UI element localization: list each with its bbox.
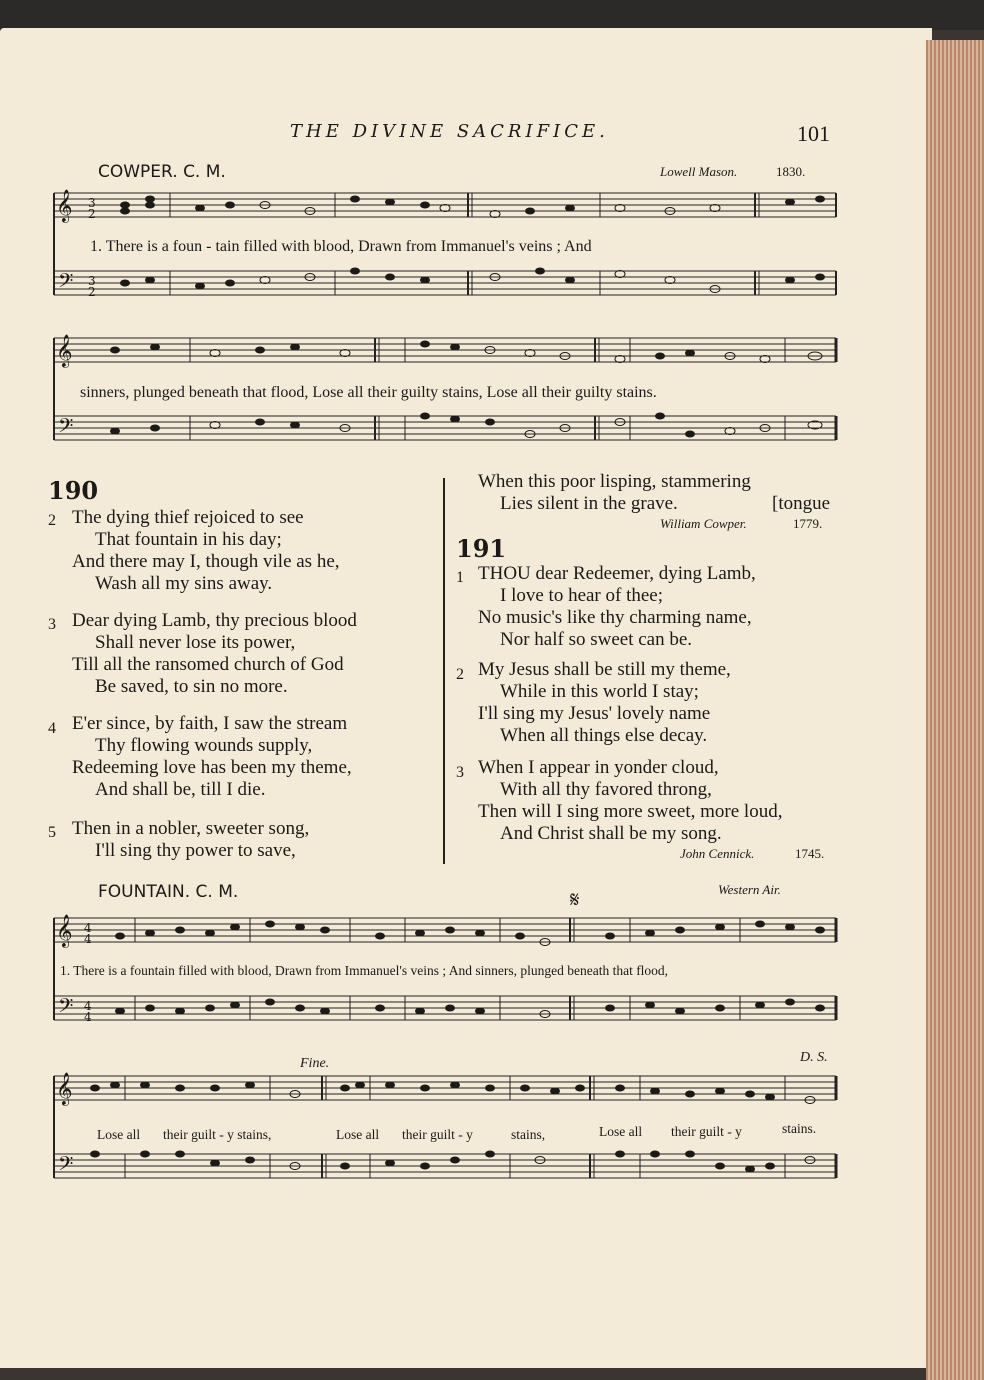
verse-line: Thy flowing wounds supply, <box>95 735 313 756</box>
fountain-lyric-fragment: stains. <box>782 1121 817 1136</box>
hymn191-year: 1745. <box>795 846 825 861</box>
verse-line: Shall never lose its power, <box>95 632 296 653</box>
verse-number: 2 <box>48 512 56 529</box>
svg-text:3: 3 <box>88 196 96 210</box>
tune-name-fountain: FOUNTAIN. C. M. <box>98 882 239 902</box>
fountain-lyric-line-1: 1. There is a fountain filled with blood, Drawn from Immanuel's veins ; And sinners, plunged beneath that flood, <box>60 963 669 978</box>
verse-line: Nor half so sweet can be. <box>500 629 693 650</box>
cowper-lyric-line-1: 1. There is a foun - tain filled with blood, Drawn from Immanuel's veins ; And <box>90 238 592 255</box>
verse-number: 3 <box>48 616 56 633</box>
verse-line: Dear dying Lamb, thy precious blood <box>72 610 357 631</box>
svg-text:𝄢: 𝄢 <box>58 414 74 442</box>
verse-line: E'er since, by faith, I saw the stream <box>72 713 348 734</box>
verse-line: I love to hear of thee; <box>500 585 664 606</box>
book-top-edge <box>0 0 984 30</box>
verse-line: Wash all my sins away. <box>95 573 273 594</box>
hymn-number-191: 191 <box>456 534 507 563</box>
verse-line: Then will I sing more sweet, more loud, <box>478 801 783 822</box>
verse-line: When all things else decay. <box>500 725 708 746</box>
fountain-lyric-fragment: Lose all <box>599 1124 643 1139</box>
fountain-lyric-fragment: Lose all <box>336 1127 380 1142</box>
verse-line: That fountain in his day; <box>95 529 282 550</box>
verse-number: 5 <box>48 824 56 841</box>
verse-number: 2 <box>456 666 464 683</box>
verse-line: With all thy favored throng, <box>500 779 712 800</box>
svg-text:𝄞: 𝄞 <box>56 1072 73 1105</box>
column-divider <box>443 478 445 864</box>
fountain-lyric-fragment: their guilt - y <box>402 1127 473 1142</box>
ds-marking: D. S. <box>800 1050 828 1065</box>
verse-line: When this poor lisping, stammering <box>478 471 751 492</box>
svg-text:𝄞: 𝄞 <box>56 334 73 367</box>
svg-text:𝄞: 𝄞 <box>56 914 73 947</box>
verse-line: Till all the ransomed church of God <box>72 654 344 675</box>
hymn190-year: 1779. <box>793 516 823 531</box>
fountain-lyric-fragment: Lose all <box>97 1127 141 1142</box>
verse-line: While in this world I stay; <box>500 681 699 702</box>
svg-text:𝄢: 𝄢 <box>58 1152 74 1180</box>
svg-text:4: 4 <box>84 932 92 946</box>
verse-line: And shall be, till I die. <box>95 779 266 800</box>
hymn-number-190: 190 <box>48 476 99 505</box>
verse-number: 1 <box>456 569 464 586</box>
verse-line: Then in a nobler, sweeter song, <box>72 818 310 839</box>
fountain-lyric-fragment: their guilt - y stains, <box>163 1127 272 1142</box>
fine-marking: Fine. <box>300 1056 330 1071</box>
verse-line: The dying thief rejoiced to see <box>72 507 304 528</box>
svg-text:4: 4 <box>84 999 92 1013</box>
verse-line: Redeeming love has been my theme, <box>72 757 352 778</box>
verse-line: My Jesus shall be still my theme, <box>478 659 731 680</box>
verse-line: And Christ shall be my song. <box>500 823 722 844</box>
svg-text:2: 2 <box>88 207 96 221</box>
running-head: THE DIVINE SACRIFICE. <box>290 121 609 142</box>
svg-text:3: 3 <box>88 274 96 288</box>
page-number: 101 <box>797 121 830 146</box>
verse-line: [tongue <box>772 493 831 514</box>
fountain-lyric-fragment: their guilt - y <box>671 1124 742 1139</box>
verse-line: And there may I, though vile as he, <box>72 551 340 572</box>
fountain-lyric-fragment: stains, <box>511 1127 546 1142</box>
verse-line: When I appear in yonder cloud, <box>478 757 719 778</box>
cowper-composer: Lowell Mason. <box>660 164 738 179</box>
hymn191-author: John Cennick. <box>680 846 755 861</box>
cowper-lyric-line-2: sinners, plunged beneath that flood, Lose all their guilty stains, Lose all their guilty stains. <box>80 384 657 401</box>
svg-text:𝄢: 𝄢 <box>58 269 74 297</box>
hymn190-author: William Cowper. <box>660 516 747 531</box>
verse-line: Lies silent in the grave. <box>500 493 678 514</box>
svg-text:4: 4 <box>84 921 92 935</box>
verse-number: 4 <box>48 720 56 737</box>
svg-text:4: 4 <box>84 1010 92 1024</box>
fountain-source: Western Air. <box>718 882 781 897</box>
svg-text:𝄞: 𝄞 <box>56 189 73 222</box>
svg-text:𝄢: 𝄢 <box>58 994 74 1022</box>
cowper-year: 1830. <box>776 164 806 179</box>
svg-text:2: 2 <box>88 285 96 299</box>
verse-line: No music's like thy charming name, <box>478 607 752 628</box>
page-stack-edge <box>926 40 984 1380</box>
verse-line: I'll sing my Jesus' lovely name <box>478 703 711 724</box>
verse-line: I'll sing thy power to save, <box>95 840 296 861</box>
segno-sign: 𝄋 <box>570 888 580 913</box>
verse-number: 3 <box>456 764 464 781</box>
tune-name-cowper: COWPER. C. M. <box>98 162 226 182</box>
verse-line: THOU dear Redeemer, dying Lamb, <box>478 563 756 584</box>
verse-line: Be saved, to sin no more. <box>95 676 288 697</box>
